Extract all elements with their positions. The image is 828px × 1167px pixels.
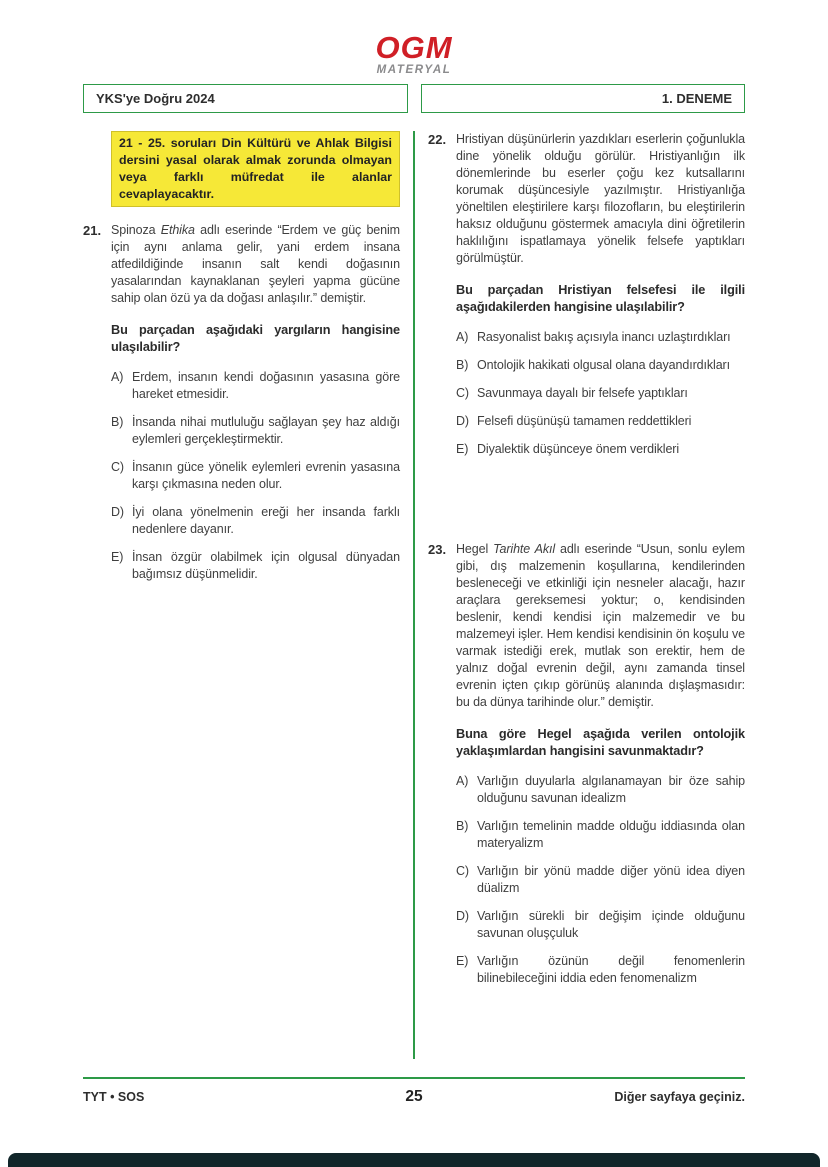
question-prompt: Buna göre Hegel aşağıda verilen ontolojik yaklaşımlardan hangisini savunmaktadır? bbox=[456, 727, 745, 758]
option-letter: B) bbox=[111, 415, 124, 429]
option-letter: E) bbox=[456, 442, 469, 456]
option-text: Diyalektik düşünceye önem verdikleri bbox=[477, 442, 680, 456]
stem-text: Spinoza bbox=[111, 223, 161, 237]
option-a bbox=[111, 369, 400, 403]
notice-box: 21 - 25. soruları Din Kültürü ve Ahlak Bilgisi dersini yasal olarak almak zorunda olmayan veya farklı müfredat ile alanlar cevaplayacaktır. bbox=[111, 131, 400, 207]
options-list bbox=[456, 329, 745, 458]
option-b bbox=[456, 357, 745, 374]
option-letter: D) bbox=[456, 414, 469, 428]
option-text: Varlığın duyularla algılanamayan bir öze sahip olduğunu savunan idealizm bbox=[477, 774, 745, 805]
book-title: Tarihte Akıl bbox=[493, 542, 556, 556]
exam-name: 1. DENEME bbox=[661, 91, 732, 106]
option-letter: B) bbox=[456, 358, 469, 372]
stem-text: adlı eserinde “Erdem ve güç benim için aynı anlama gelir, yani erdem insana atfedildiğinde insanın salt kendi doğasının yasalarından kaynaklanan şeyleri yapma gücüne sahip olan özü ya da doğası anlaşılır.” demiştir. bbox=[111, 223, 400, 305]
option-d bbox=[456, 908, 745, 942]
option-e bbox=[456, 441, 745, 458]
question-prompt: Bu parçadan Hristiyan felsefesi ile ilgili aşağıdakilerden hangisine ulaşılabilir? bbox=[456, 283, 745, 314]
options-list bbox=[456, 773, 745, 987]
option-text: Varlığın bir yönü madde diğer yönü idea diyen düalizm bbox=[477, 864, 745, 895]
left-column bbox=[83, 131, 400, 1059]
option-text: İyi olana yönelmenin ereği her insanda farklı nedenlere dayanır. bbox=[132, 505, 400, 536]
header-exam-name-box bbox=[421, 84, 746, 113]
footer-next-page-note: Diğer sayfaya geçiniz. bbox=[614, 1090, 745, 1104]
options-list bbox=[111, 369, 400, 583]
stem-text: adlı eserinde “Usun, sonlu eylem gibi, dış malzemenin koşullarına, kendilerinden besleneceği ve etkinliği için nesneler alacağı, hazır araçlara gereksemesi yoktur; o, kendisinden beslenir, kendi kendisi için malzemedir ve bu malzemeyi işler. Hem kendisi kendisinin ön koşulu ve varmak istediği erek, mutlak son erektir, hem de yalnız doğal evrenin değil, aynı zamanda tinsel evrenin içten çıkıp görünüş alanında dışlaşmasıdır: bu da dünya tarihinde olur.” demiştir. bbox=[456, 542, 745, 709]
question-23 bbox=[428, 541, 745, 998]
exam-title: YKS'ye Doğru 2024 bbox=[96, 91, 215, 106]
option-letter: C) bbox=[456, 864, 469, 878]
option-c bbox=[111, 459, 400, 493]
option-text: Ontolojik hakikati olgusal olana dayandırdıkları bbox=[477, 358, 730, 372]
question-body bbox=[456, 541, 745, 998]
two-column-layout bbox=[83, 131, 745, 1059]
option-letter: C) bbox=[111, 460, 124, 474]
bottom-edge-bar bbox=[8, 1153, 820, 1167]
option-b bbox=[456, 818, 745, 852]
option-text: Felsefi düşünüşü tamamen reddettikleri bbox=[477, 414, 692, 428]
stem-text: Hegel bbox=[456, 542, 494, 556]
footer-section-label: TYT • SOS bbox=[83, 1090, 145, 1104]
question-stem bbox=[456, 131, 745, 267]
option-a bbox=[456, 329, 745, 346]
question-number: 22. bbox=[428, 132, 447, 147]
logo-ogm-text: OGM bbox=[375, 30, 453, 65]
column-divider bbox=[413, 131, 415, 1059]
option-e bbox=[456, 953, 745, 987]
question-number: 23. bbox=[428, 542, 447, 557]
option-letter: D) bbox=[456, 909, 469, 923]
page-footer bbox=[83, 1077, 745, 1106]
page-header bbox=[83, 84, 745, 113]
question-prompt: Bu parçadan aşağıdaki yargıların hangisine ulaşılabilir? bbox=[111, 323, 400, 354]
option-text: Varlığın temelinin madde olduğu iddiasında olan materyalizm bbox=[477, 819, 745, 850]
option-letter: E) bbox=[456, 954, 469, 968]
option-letter: A) bbox=[456, 330, 469, 344]
option-text: İnsanın güce yönelik eylemleri evrenin yasasına karşı çıkmasına neden olur. bbox=[132, 460, 400, 491]
option-text: İnsan özgür olabilmek için olgusal dünyadan bağımsız düşünmelidir. bbox=[132, 550, 400, 581]
question-21 bbox=[83, 222, 400, 594]
right-column bbox=[428, 131, 745, 1059]
stem-text: Hristiyan düşünürlerin yazdıkları eserlerin çoğunlukla dine yönelik olduğu görülür. Hristiyanlığın ilk dönemlerinde bu eserler çoğu kez kutsallarını korumak düşüncesiyle yazılmıştır. Hristiyanlığa yöneltilen eleştirilere karşı filozofların, bu eleştirilerin haksız olduğunu göstermek amacıyla dini öğretilerin haklılığını ispatlamaya yönelik felsefe yaptıkları görülmüştür. bbox=[456, 132, 745, 265]
question-body bbox=[456, 131, 745, 469]
option-text: İnsanda nihai mutluluğu sağlayan şey haz aldığı eylemleri gerçekleştirmektir. bbox=[132, 415, 400, 446]
option-letter: D) bbox=[111, 505, 124, 519]
question-body bbox=[111, 222, 400, 594]
option-letter: A) bbox=[111, 370, 124, 384]
option-letter: C) bbox=[456, 386, 469, 400]
publisher-logo bbox=[0, 32, 828, 76]
option-text: Rasyonalist bakış açısıyla inancı uzlaştırdıkları bbox=[477, 330, 731, 344]
option-text: Varlığın sürekli bir değişim içinde olduğunu savunan oluşçuluk bbox=[477, 909, 745, 940]
option-text: Savunmaya dayalı bir felsefe yaptıkları bbox=[477, 386, 688, 400]
option-c bbox=[456, 863, 745, 897]
option-letter: A) bbox=[456, 774, 469, 788]
question-22 bbox=[428, 131, 745, 469]
option-d bbox=[456, 413, 745, 430]
option-c bbox=[456, 385, 745, 402]
option-letter: B) bbox=[456, 819, 469, 833]
page-number: 25 bbox=[405, 1088, 423, 1105]
option-a bbox=[456, 773, 745, 807]
logo-materyal-text: MATERYAL bbox=[376, 64, 452, 76]
option-letter: E) bbox=[111, 550, 124, 564]
option-b bbox=[111, 414, 400, 448]
header-exam-title-box bbox=[83, 84, 408, 113]
question-number: 21. bbox=[83, 223, 102, 238]
book-title: Ethika bbox=[160, 223, 195, 237]
option-text: Varlığın özünün değil fenomenlerin bilinebileceğini iddia eden fenomenalizm bbox=[477, 954, 745, 985]
option-d bbox=[111, 504, 400, 538]
question-stem bbox=[111, 222, 400, 307]
question-stem bbox=[456, 541, 745, 711]
option-e bbox=[111, 549, 400, 583]
option-text: Erdem, insanın kendi doğasının yasasına göre hareket etmesidir. bbox=[132, 370, 400, 401]
